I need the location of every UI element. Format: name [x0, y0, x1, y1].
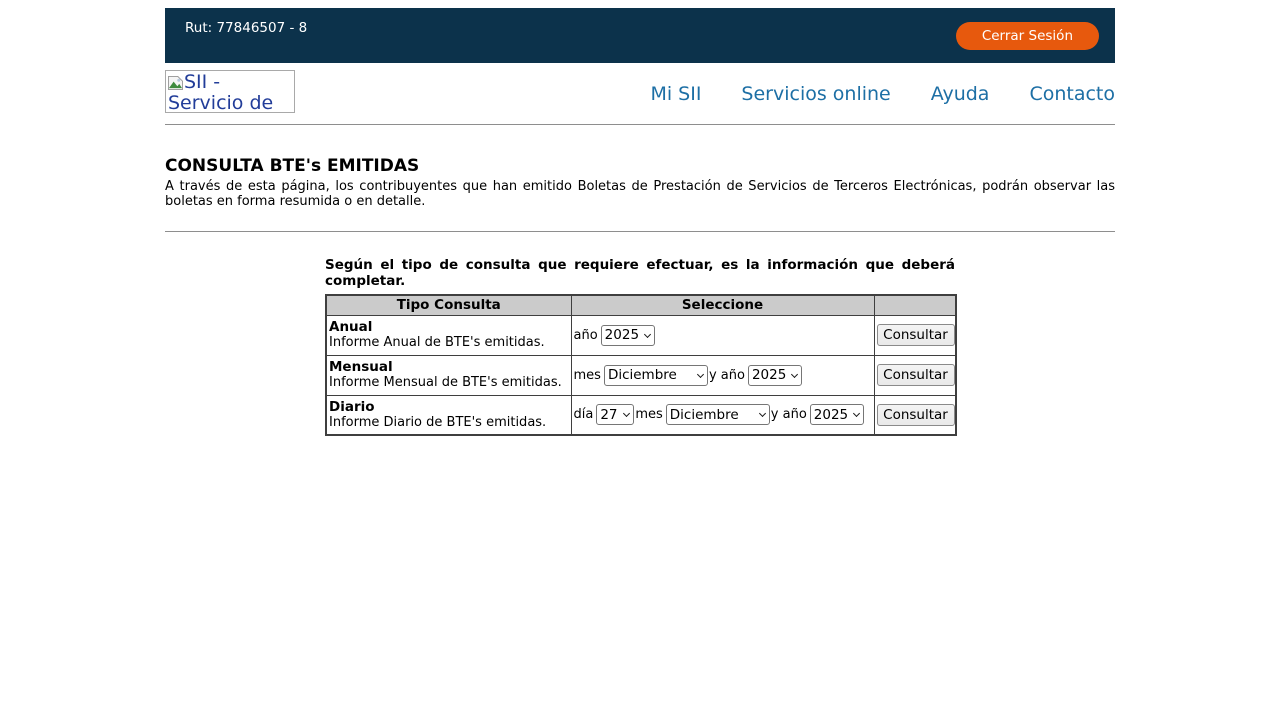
consulta-section [325, 258, 955, 436]
year-label: y año [770, 407, 807, 423]
page-container [165, 8, 1115, 436]
rut-label: Rut: 77846507 - 8 [185, 20, 308, 36]
page-title: CONSULTA BTE's EMITIDAS [165, 156, 420, 176]
row-type-label: Diario [329, 398, 375, 415]
main-nav [650, 83, 1115, 105]
row-description: Informe Anual de BTE's emitidas. [329, 335, 545, 350]
consultar-mensual-button[interactable]: Consultar [877, 364, 955, 386]
session-bar [165, 8, 1115, 63]
month-label: mes [573, 367, 601, 383]
consultar-anual-button[interactable]: Consultar [877, 324, 955, 346]
year-select[interactable] [748, 365, 802, 386]
month-select[interactable] [666, 404, 770, 425]
nav-ayuda[interactable]: Ayuda [930, 82, 990, 105]
day-label: día [573, 407, 594, 423]
year-select[interactable] [810, 404, 864, 425]
month-label: mes [635, 407, 663, 423]
consulta-table [325, 294, 957, 436]
nav-servicios-online[interactable]: Servicios online [741, 82, 891, 105]
row-type-label: Mensual [329, 359, 393, 375]
broken-image-icon [168, 74, 183, 88]
table-row-anual [326, 315, 956, 355]
day-select[interactable] [596, 404, 634, 425]
year-label: y año [708, 367, 745, 383]
table-header-row [326, 295, 956, 315]
row-description: Informe Diario de BTE's emitidas. [329, 414, 547, 430]
instruction-text: Según el tipo de consulta que requiere efectuar, es la información que deberá completar. [325, 257, 955, 289]
table-row-mensual [326, 355, 956, 395]
row-type-label: Anual [329, 319, 373, 335]
column-header-tipo-consulta: Tipo Consulta [326, 295, 571, 315]
row-description: Informe Mensual de BTE's emitidas. [329, 375, 562, 390]
sii-logo-link[interactable] [165, 70, 295, 113]
column-header-seleccione: Seleccione [571, 295, 874, 315]
consultar-diario-button[interactable]: Consultar [877, 404, 955, 426]
logout-button[interactable]: Cerrar Sesión [956, 22, 1099, 50]
table-row-diario [326, 395, 956, 435]
logo-alt-text: SII - Servicio de [168, 71, 274, 113]
header-row [165, 63, 1115, 125]
year-select[interactable] [601, 325, 655, 346]
page-description: A través de esta página, los contribuyentes que han emitido Boletas de Prestación de Servicios de Terceros Electrónicas, podrán observar las boletas en forma resumida o en detalle. [165, 179, 1115, 209]
year-label: año [573, 327, 598, 343]
nav-contacto[interactable]: Contacto [1029, 82, 1115, 105]
column-header-action [874, 295, 956, 315]
month-select[interactable] [604, 365, 708, 386]
section-divider [165, 231, 1115, 232]
nav-mi-sii[interactable]: Mi SII [650, 82, 702, 105]
